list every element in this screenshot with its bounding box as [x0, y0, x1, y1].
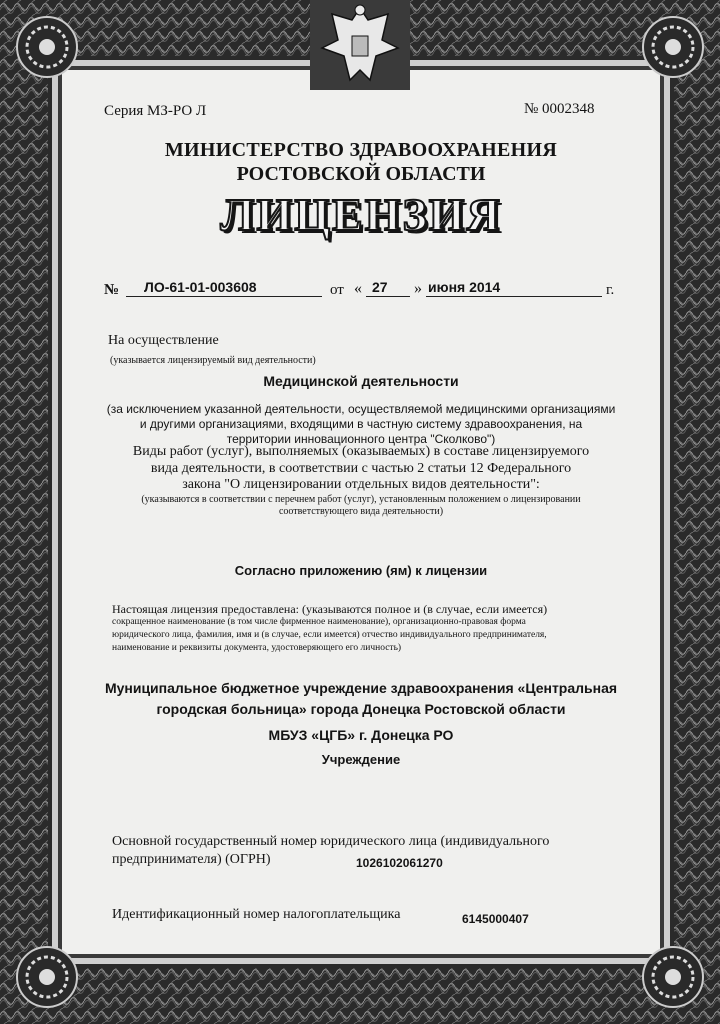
- organization-name-2: городская больница» города Донецка Ростовской области: [156, 701, 566, 717]
- granted-text-2: сокращенное наименование (в том числе фирменное наименование), организационно-правовая форма: [112, 617, 526, 627]
- ministry-region: РОСТОВСКОЙ ОБЛАСТИ: [236, 163, 486, 185]
- license-no-label: №: [104, 282, 120, 298]
- inn-label: Идентификационный номер налогоплательщика: [112, 907, 401, 922]
- corner-rosette-icon: [12, 12, 82, 82]
- activity-exception-1: (за исключением указанной деятельности, осуществляемой медицинскими организациями: [106, 402, 616, 416]
- works-hint-1: (указываются в соответствии с перечнем работ (услуг), установленным положением о лицензировании: [141, 494, 581, 505]
- license-month-year: июня 2014: [428, 279, 501, 295]
- ministry-title: МИНИСТЕРСТВО ЗДРАВООХРАНЕНИЯ: [164, 139, 558, 161]
- ogrn-label-1: Основной государственный номер юридического лица (индивидуального: [112, 834, 550, 849]
- works-hint-2: соответствующего вида деятельности): [278, 506, 444, 517]
- document-title: ЛИЦЕНЗИЯ: [220, 189, 502, 240]
- activity-label: На осуществление: [108, 333, 219, 348]
- granted-text-3: юридического лица, фамилия, имя и (в случае, если имеется) отчество индивидуального предпринимателя,: [112, 630, 547, 640]
- form-number: № 0002348: [524, 101, 595, 117]
- granted-text-1: Настоящая лицензия предоставлена: (указываются полное и (в случае, если имеется): [112, 602, 548, 616]
- organization-short-name: МБУЗ «ЦГБ» г. Донецка РО: [268, 727, 454, 743]
- corner-rosette-icon: [638, 942, 708, 1012]
- coat-of-arms-eagle-icon: [310, 0, 410, 90]
- corner-rosette-icon: [12, 942, 82, 1012]
- organization-name-1: Муниципальное бюджетное учреждение здравоохранения «Центральная: [104, 680, 618, 696]
- license-day: 27: [372, 279, 388, 295]
- inn-value: 6145000407: [462, 912, 529, 926]
- works-text-3: закона "О лицензировании отдельных видов деятельности":: [182, 477, 540, 492]
- year-suffix: г.: [606, 282, 615, 298]
- ogrn-value: 1026102061270: [356, 856, 443, 870]
- activity-exception-2: и другими организациями, входящими в частную систему здравоохранения, на: [139, 417, 583, 431]
- activity-value: Медицинской деятельности: [263, 373, 459, 389]
- license-from-label: от: [330, 282, 344, 298]
- quote-close: »: [414, 280, 422, 297]
- ogrn-label-2: предпринимателя) (ОГРН): [112, 852, 271, 867]
- license-number: ЛО-61-01-003608: [144, 279, 257, 295]
- series-label: Серия МЗ-РО Л: [104, 103, 207, 119]
- activity-exception-3: территории инновационного центра "Сколково"): [226, 432, 496, 446]
- activity-hint: [110, 350, 316, 368]
- works-text-2: вида деятельности, в соответствии с частью 2 статьи 12 Федерального: [150, 461, 572, 476]
- granted-text-4: наименование и реквизиты документа, удостоверяющего его личность): [112, 643, 402, 653]
- activity-hint-text: (указывается лицензируемый вид деятельности): [110, 355, 316, 366]
- works-value: Согласно приложению (ям) к лицензии: [234, 563, 488, 578]
- works-text-1: Виды работ (услуг), выполняемых (оказываемых) в составе лицензируемого: [132, 444, 590, 459]
- corner-rosette-icon: [638, 12, 708, 82]
- organization-type: Учреждение: [321, 752, 401, 767]
- quote-open: «: [354, 280, 362, 297]
